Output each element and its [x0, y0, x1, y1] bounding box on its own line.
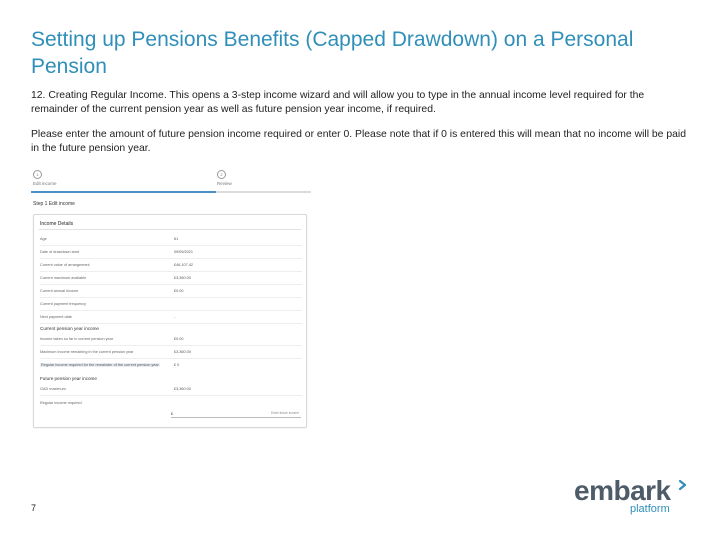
step-label: Review — [217, 181, 232, 186]
detail-row — [40, 387, 302, 396]
detail-value: 61 — [174, 237, 179, 241]
detail-label: Maximum income remaining in the current pension year — [40, 350, 134, 354]
detail-label: Current maximum available — [40, 276, 87, 280]
future-income-placeholder: Enter future income — [271, 411, 299, 415]
step-number: 2 — [217, 170, 226, 179]
section-heading-current: Current pension year income — [40, 326, 99, 331]
wizard-step-review[interactable] — [217, 170, 232, 186]
detail-row — [40, 337, 302, 346]
panel-title: Income Details — [40, 221, 74, 227]
detail-row — [40, 237, 302, 246]
current-income-label: Regular income required for the remainder of the current pension year — [41, 363, 159, 367]
section-heading-future: Future pension year income — [40, 376, 97, 381]
future-income-input[interactable] — [171, 411, 301, 418]
detail-row — [40, 263, 302, 272]
detail-label: GAD maximum — [40, 387, 66, 391]
note-paragraph: Please enter the amount of future pension income required or enter 0. Please note that if 0 is entered this will mean that no income will be paid in the future pension year. — [31, 129, 686, 154]
detail-value: £0.00 — [174, 337, 184, 341]
wizard-progress-fill — [31, 191, 216, 193]
slide-title: Setting up Pensions Benefits (Capped Drawdown) on a Personal Pension — [31, 28, 634, 78]
detail-row — [40, 250, 302, 259]
current-income-input-row — [40, 363, 302, 372]
detail-label: Current annual income — [40, 289, 79, 293]
detail-label: Income taken so far in current pension year — [40, 337, 114, 341]
income-wizard-screenshot — [31, 170, 311, 430]
logo-wordmark: embark — [574, 475, 671, 506]
currency-symbol: £ — [171, 411, 174, 416]
step-label: Edit income — [33, 181, 57, 186]
detail-label: Current payment frequency — [40, 302, 87, 306]
step-heading: Step 1 Edit income — [33, 201, 75, 207]
detail-label: Next payment date — [40, 315, 72, 319]
embark-platform-logo — [574, 476, 694, 516]
current-income-input[interactable]: £ 0 — [174, 363, 180, 367]
logo-chevron-icon — [678, 480, 688, 490]
detail-value: - — [174, 315, 176, 319]
panel-divider — [39, 229, 301, 230]
detail-row — [40, 289, 302, 298]
detail-row — [40, 350, 302, 359]
step-number: 1 — [33, 170, 42, 179]
detail-value: £3,360.00 — [174, 276, 191, 280]
detail-label: Current value of arrangement — [40, 263, 90, 267]
instruction-paragraph: 12. Creating Regular Income. This opens a 3-step income wizard and will allow you to type in the annual income level required for the remainder of the current pension year as well as future pension year income, if required. — [31, 90, 645, 115]
detail-value: £0.00 — [174, 289, 184, 293]
wizard-step-edit-income[interactable] — [33, 170, 57, 186]
future-income-label: Regular income required — [40, 401, 82, 405]
detail-row — [40, 276, 302, 285]
detail-value: £3,360.00 — [174, 387, 191, 391]
detail-label: Date of drawdown start — [40, 250, 80, 254]
detail-row — [40, 315, 302, 324]
detail-row — [40, 302, 302, 311]
future-income-row — [40, 401, 302, 410]
detail-label: Age — [40, 237, 47, 241]
page-number: 7 — [31, 503, 37, 513]
detail-value: £3,360.00 — [174, 350, 191, 354]
logo-subtitle: platform — [630, 503, 670, 515]
detail-value: £46,107.42 — [174, 263, 194, 267]
income-details-panel — [33, 214, 307, 428]
detail-value: 09/09/2021 — [174, 250, 194, 254]
